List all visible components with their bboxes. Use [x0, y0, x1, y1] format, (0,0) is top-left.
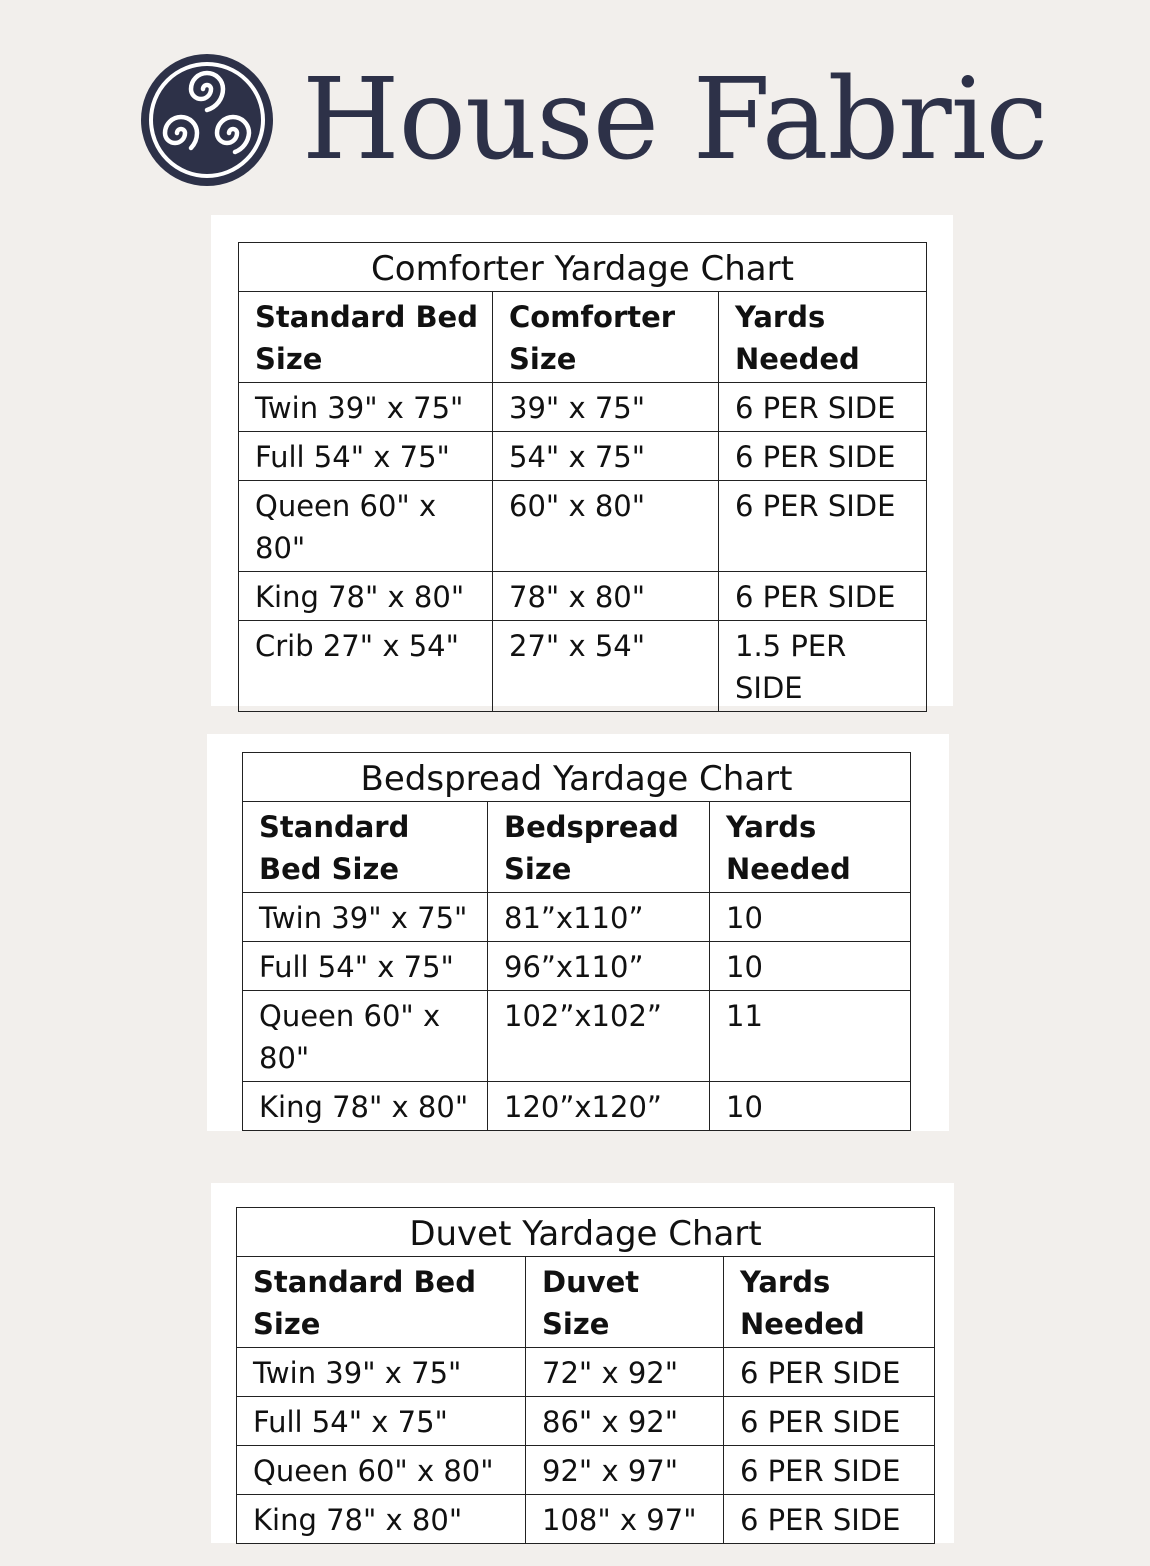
- table-cell: King 78" x 80": [243, 1082, 488, 1131]
- table-row: [243, 893, 911, 942]
- table-cell: Queen 60" x 80": [243, 991, 488, 1082]
- table-cell: 27" x 54": [493, 621, 719, 712]
- table-cell: 86" x 92": [526, 1397, 724, 1446]
- table-row: [237, 1348, 935, 1397]
- table-cell: King 78" x 80": [237, 1495, 526, 1544]
- table-title-row: [237, 1208, 935, 1257]
- table-cell: Full 54" x 75": [243, 942, 488, 991]
- table-cell: 78" x 80": [493, 572, 719, 621]
- table-title: Comforter Yardage Chart: [239, 243, 927, 292]
- table-cell: 54" x 75": [493, 432, 719, 481]
- table-cell: 60" x 80": [493, 481, 719, 572]
- table-cell: 72" x 92": [526, 1348, 724, 1397]
- table-cell: 6 PER SIDE: [724, 1446, 935, 1495]
- table-cell: 6 PER SIDE: [724, 1495, 935, 1544]
- table-cell: 6 PER SIDE: [719, 572, 927, 621]
- table-title: Bedspread Yardage Chart: [243, 753, 911, 802]
- column-header: Duvet Size: [526, 1257, 724, 1348]
- table-row: [239, 572, 927, 621]
- table-row: [243, 991, 911, 1082]
- column-header: Standard Bed Size: [243, 802, 488, 893]
- table-cell: 39" x 75": [493, 383, 719, 432]
- table-cell: 6 PER SIDE: [719, 383, 927, 432]
- brand-header: [138, 50, 1047, 190]
- table-cell: Full 54" x 75": [239, 432, 493, 481]
- table-cell: 10: [710, 893, 911, 942]
- table-cell: King 78" x 80": [239, 572, 493, 621]
- duvet-yardage-table: [236, 1207, 935, 1544]
- table-cell: 92" x 97": [526, 1446, 724, 1495]
- column-header: Yards Needed: [719, 292, 927, 383]
- table-row: [243, 1082, 911, 1131]
- column-header: Bedspread Size: [488, 802, 710, 893]
- table-row: [243, 942, 911, 991]
- table-row: [239, 481, 927, 572]
- table-cell: 10: [710, 1082, 911, 1131]
- table-cell: 120”x120”: [488, 1082, 710, 1131]
- table-cell: 6 PER SIDE: [719, 481, 927, 572]
- table-cell: 6 PER SIDE: [724, 1397, 935, 1446]
- column-header: Standard Bed Size: [237, 1257, 526, 1348]
- table-row: [237, 1397, 935, 1446]
- table-cell: 1.5 PER SIDE: [719, 621, 927, 712]
- table-row: [239, 621, 927, 712]
- table-cell: 102”x102”: [488, 991, 710, 1082]
- table-title: Duvet Yardage Chart: [237, 1208, 935, 1257]
- table-cell: Twin 39" x 75": [237, 1348, 526, 1397]
- table-cell: Queen 60" x 80": [237, 1446, 526, 1495]
- column-header: Comforter Size: [493, 292, 719, 383]
- table-header-row: [243, 802, 911, 893]
- table-cell: Full 54" x 75": [237, 1397, 526, 1446]
- table-cell: 6 PER SIDE: [724, 1348, 935, 1397]
- triskele-spiral-icon: [138, 51, 276, 189]
- table-cell: 6 PER SIDE: [719, 432, 927, 481]
- table-row: [237, 1495, 935, 1544]
- table-cell: 10: [710, 942, 911, 991]
- table-title-row: [243, 753, 911, 802]
- table-row: [237, 1446, 935, 1495]
- table-cell: 81”x110”: [488, 893, 710, 942]
- table-cell: Crib 27" x 54": [239, 621, 493, 712]
- bedspread-yardage-table: [242, 752, 911, 1131]
- comforter-yardage-table: [238, 242, 927, 712]
- table-cell: 96”x110”: [488, 942, 710, 991]
- column-header: Yards Needed: [724, 1257, 935, 1348]
- column-header: Yards Needed: [710, 802, 911, 893]
- table-cell: 11: [710, 991, 911, 1082]
- table-row: [239, 383, 927, 432]
- table-cell: Queen 60" x 80": [239, 481, 493, 572]
- brand-name: House Fabric: [302, 55, 1048, 185]
- table-row: [239, 432, 927, 481]
- table-cell: 108" x 97": [526, 1495, 724, 1544]
- table-header-row: [239, 292, 927, 383]
- table-cell: Twin 39" x 75": [243, 893, 488, 942]
- table-title-row: [239, 243, 927, 292]
- table-header-row: [237, 1257, 935, 1348]
- table-cell: Twin 39" x 75": [239, 383, 493, 432]
- column-header: Standard Bed Size: [239, 292, 493, 383]
